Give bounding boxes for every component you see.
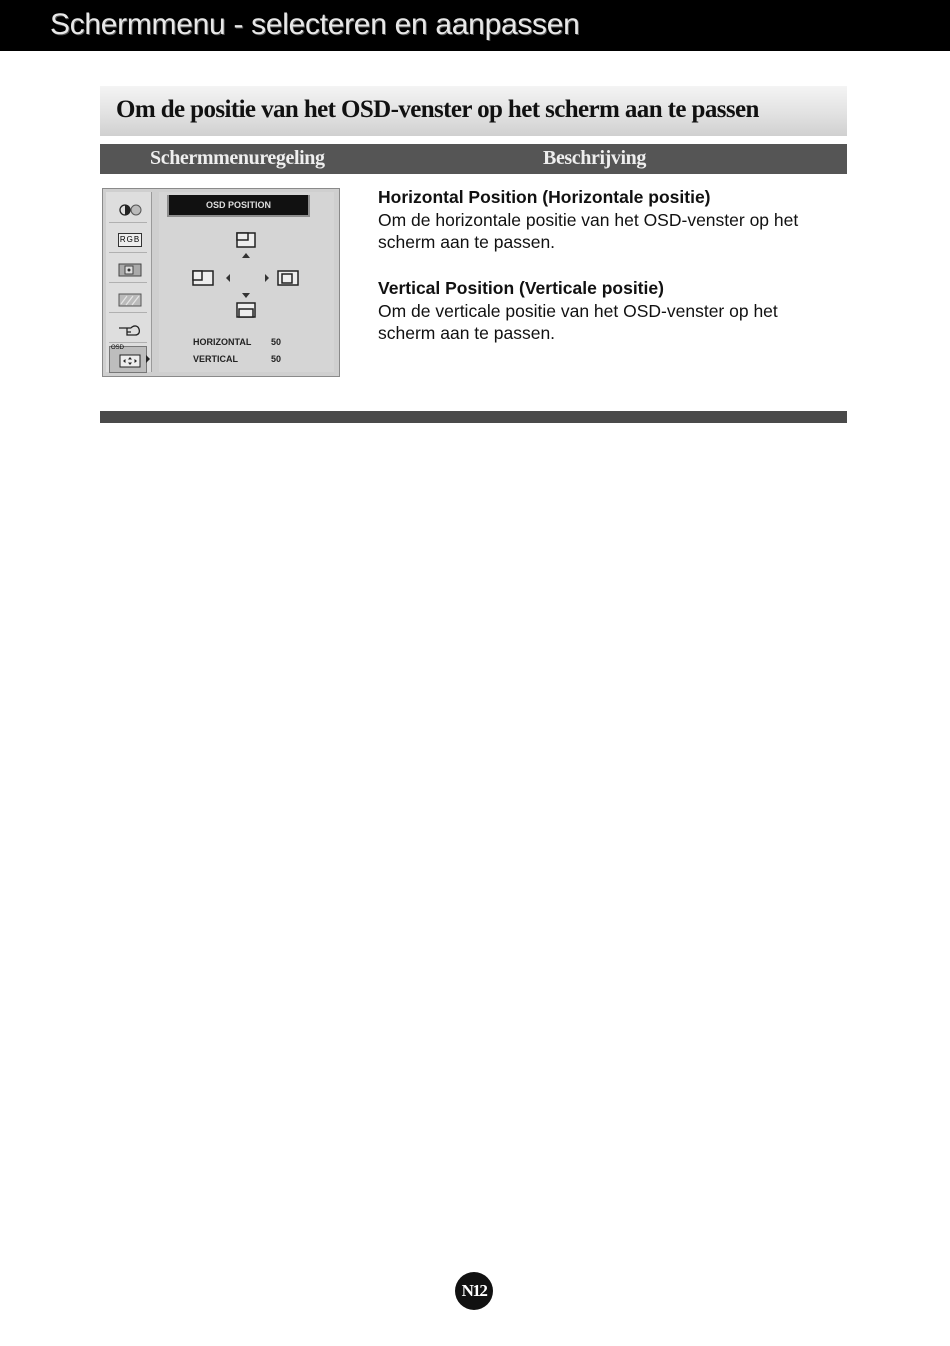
rgb-label: RGB <box>118 233 142 247</box>
top-title-bar <box>0 0 950 51</box>
description-term: Vertical Position (Verticale positie) <box>378 278 664 298</box>
description-text: Om de verticale positie van het OSD-venster op het scherm aan te passen. <box>378 300 778 343</box>
column-header-bar <box>100 144 847 174</box>
column-header-description: Beschrijving <box>543 147 646 169</box>
osd-menu-illustration <box>102 188 340 377</box>
osd-panel-title: OSD POSITION <box>167 195 310 217</box>
brightness-contrast-icon <box>109 196 147 223</box>
description-term: Horizontal Position (Horizontale positie) <box>378 187 711 207</box>
description-horizontal <box>378 186 838 254</box>
screen-icon <box>109 286 147 313</box>
osd-main-panel <box>159 192 334 372</box>
section-divider <box>100 411 847 423</box>
position-icon <box>109 256 147 283</box>
hand-icon <box>109 316 147 343</box>
vertical-label: VERTICAL <box>193 354 238 364</box>
page-title: Schermmenu - selecteren en aanpassen <box>50 8 580 41</box>
position-arrows-icon <box>179 230 299 326</box>
horizontal-label: HORIZONTAL <box>193 337 252 347</box>
description-vertical <box>378 277 838 345</box>
page-number-badge: N12 <box>455 1272 493 1310</box>
vertical-value: 50 <box>271 354 282 364</box>
osd-position-icon <box>109 346 147 373</box>
osd-sidebar <box>106 192 152 372</box>
rgb-icon <box>109 226 147 253</box>
section-header <box>100 86 847 136</box>
osd-label: OSD <box>111 345 125 351</box>
description-text: Om de horizontale positie van het OSD-venster op het scherm aan te passen. <box>378 209 799 252</box>
section-heading: Om de positie van het OSD-venster op het scherm aan te passen <box>116 96 759 123</box>
horizontal-value: 50 <box>271 337 282 347</box>
column-header-control: Schermmenuregeling <box>150 147 325 169</box>
